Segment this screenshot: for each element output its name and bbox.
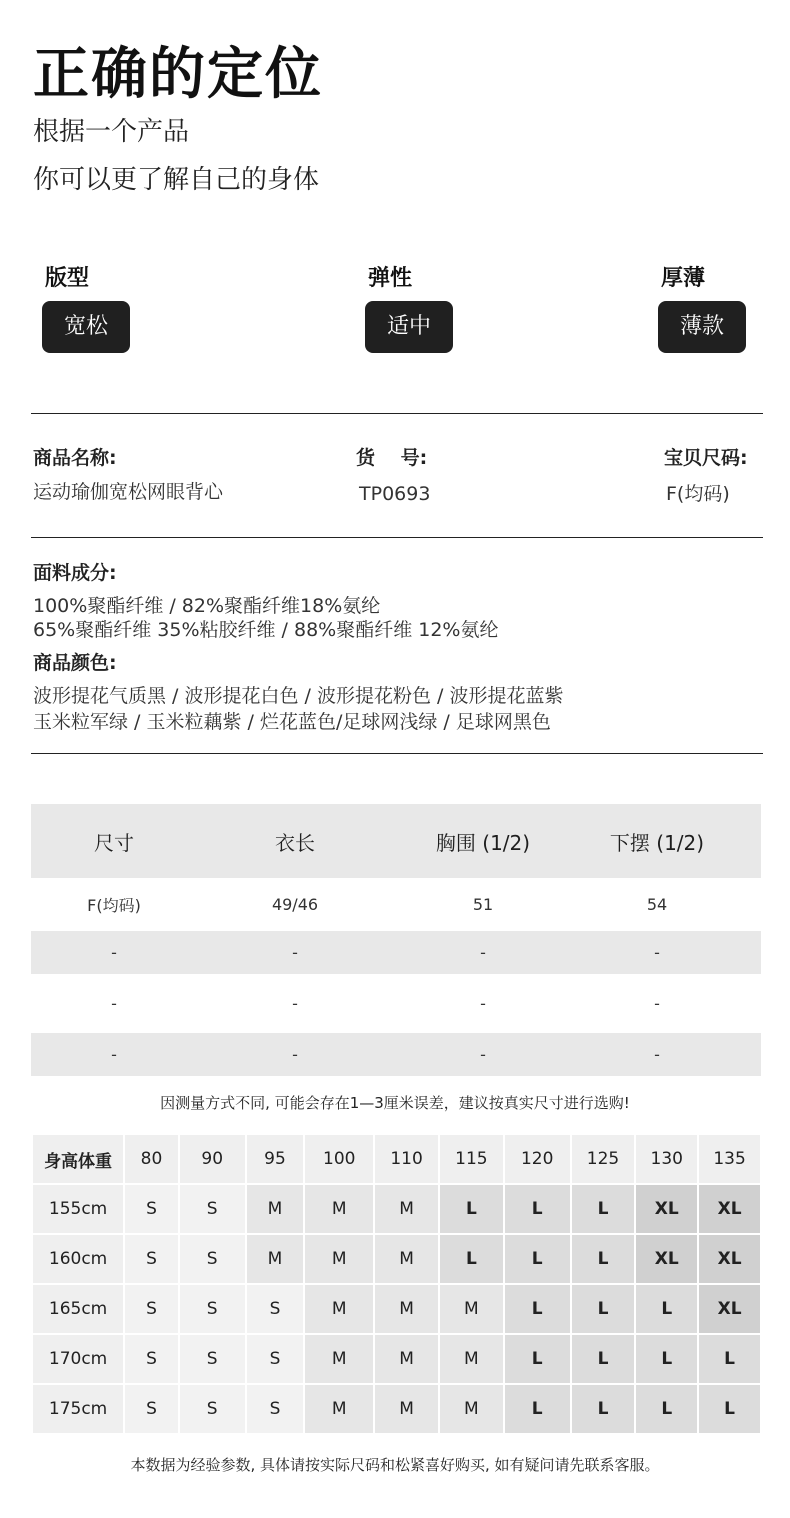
header-hem: 下摆 (1/2): [609, 830, 705, 855]
table-cell: -: [111, 1045, 117, 1064]
table-cell: -: [292, 994, 298, 1013]
size-cell: M: [305, 1285, 373, 1333]
table-cell: -: [654, 943, 660, 962]
height-label: 165cm: [33, 1285, 123, 1333]
size-cell: S: [125, 1285, 178, 1333]
size-cell: L: [505, 1335, 570, 1383]
size-cell: M: [305, 1235, 373, 1283]
product-name-value: 运动瑜伽宽松网眼背心: [33, 481, 224, 503]
size-cell: L: [636, 1335, 697, 1383]
corner-label: 身高体重: [33, 1135, 123, 1183]
size-cell: M: [375, 1385, 438, 1433]
table-cell: -: [111, 943, 117, 962]
divider: [31, 413, 763, 414]
colors-label: 商品颜色:: [33, 652, 117, 674]
weight-header: 125: [572, 1135, 635, 1183]
size-cell: XL: [699, 1285, 760, 1333]
table-cell: -: [480, 994, 486, 1013]
measurement-note: 因测量方式不同, 可能会存在1—3厘米误差，建议按真实尺寸进行选购!: [160, 1094, 630, 1112]
weight-header: 130: [636, 1135, 697, 1183]
size-cell: S: [180, 1385, 245, 1433]
table-cell: -: [292, 1045, 298, 1064]
table-cell: -: [654, 1045, 660, 1064]
header-length: 衣长: [275, 830, 315, 855]
size-cell: S: [180, 1335, 245, 1383]
size-cell: L: [505, 1235, 570, 1283]
size-cell: L: [572, 1335, 635, 1383]
elasticity-label: 弹性: [368, 266, 413, 291]
page-title: 正确的定位: [33, 42, 323, 107]
table-row: [31, 974, 761, 1033]
size-cell: M: [375, 1185, 438, 1233]
table-cell: -: [480, 943, 486, 962]
colors-line-1: 波形提花气质黑 / 波形提花白色 / 波形提花粉色 / 波形提花蓝紫: [33, 685, 564, 707]
size-cell: XL: [636, 1185, 697, 1233]
table-row: [31, 878, 761, 931]
thickness-label: 厚薄: [661, 266, 706, 291]
table-cell: 51: [472, 895, 494, 914]
size-cell: L: [505, 1385, 570, 1433]
size-cell: L: [572, 1285, 635, 1333]
table-row: [33, 1335, 760, 1383]
product-name-label: 商品名称:: [33, 447, 117, 469]
size-cell: M: [247, 1235, 304, 1283]
weight-header: 90: [180, 1135, 245, 1183]
size-cell: S: [180, 1185, 245, 1233]
size-cell: S: [180, 1235, 245, 1283]
size-cell: L: [440, 1185, 503, 1233]
elasticity-badge: 适中: [365, 301, 453, 353]
fabric-line-1: 100%聚酯纤维 / 82%聚酯纤维18%氨纶: [33, 595, 381, 617]
thickness-badge: 薄款: [658, 301, 746, 353]
sku-label: 货 号:: [356, 447, 428, 469]
size-cell: L: [505, 1185, 570, 1233]
size-cell: L: [636, 1385, 697, 1433]
subtitle-line-2: 你可以更了解自己的身体: [33, 165, 320, 195]
size-cell: S: [247, 1335, 304, 1383]
table-cell: F(均码): [87, 896, 141, 915]
size-cell: L: [572, 1185, 635, 1233]
size-cell: M: [305, 1385, 373, 1433]
size-cell: L: [572, 1235, 635, 1283]
header-size: 尺寸: [94, 830, 134, 855]
size-cell: L: [505, 1285, 570, 1333]
size-table: [31, 804, 761, 1076]
size-cell: S: [125, 1235, 178, 1283]
height-label: 155cm: [33, 1185, 123, 1233]
weight-header: 135: [699, 1135, 760, 1183]
table-row: [31, 1033, 761, 1076]
disclaimer-note: 本数据为经验参数, 具体请按实际尺码和松紧喜好购买, 如有疑问请先联系客服。: [130, 1456, 660, 1474]
size-cell: S: [125, 1385, 178, 1433]
weight-header: 100: [305, 1135, 373, 1183]
weight-header: 110: [375, 1135, 438, 1183]
sku-value: TP0693: [359, 483, 431, 505]
table-cell: -: [480, 1045, 486, 1064]
table-row: [33, 1385, 760, 1433]
size-cell: L: [699, 1335, 760, 1383]
size-label: 宝贝尺码:: [664, 447, 748, 469]
size-cell: M: [440, 1335, 503, 1383]
size-cell: M: [440, 1285, 503, 1333]
colors-line-2: 玉米粒军绿 / 玉米粒藕紫 / 烂花蓝色/足球网浅绿 / 足球网黑色: [33, 711, 551, 733]
weight-header: 120: [505, 1135, 570, 1183]
weight-header: 95: [247, 1135, 304, 1183]
table-row: [31, 931, 761, 974]
fit-grid-header: [33, 1135, 760, 1183]
size-cell: S: [247, 1285, 304, 1333]
table-cell: 54: [646, 895, 668, 914]
weight-header: 115: [440, 1135, 503, 1183]
fit-grid: [31, 1133, 762, 1435]
divider: [31, 537, 763, 538]
table-row: [33, 1285, 760, 1333]
size-cell: S: [247, 1385, 304, 1433]
size-cell: S: [125, 1335, 178, 1383]
size-cell: M: [440, 1385, 503, 1433]
weight-header: 80: [125, 1135, 178, 1183]
size-cell: M: [305, 1335, 373, 1383]
size-cell: M: [375, 1235, 438, 1283]
table-cell: -: [292, 943, 298, 962]
divider: [31, 753, 763, 754]
fit-badge: 宽松: [42, 301, 130, 353]
size-cell: M: [247, 1185, 304, 1233]
table-cell: -: [654, 994, 660, 1013]
header-chest: 胸围 (1/2): [435, 830, 531, 855]
size-cell: XL: [636, 1235, 697, 1283]
size-cell: M: [305, 1185, 373, 1233]
table-cell: -: [111, 994, 117, 1013]
fabric-line-2: 65%聚酯纤维 35%粘胶纤维 / 88%聚酯纤维 12%氨纶: [33, 619, 499, 641]
height-label: 170cm: [33, 1335, 123, 1383]
table-row: [33, 1235, 760, 1283]
table-row: [33, 1185, 760, 1233]
subtitle-line-1: 根据一个产品: [33, 117, 190, 147]
size-cell: XL: [699, 1185, 760, 1233]
table-cell: 49/46: [271, 895, 319, 914]
size-cell: L: [572, 1385, 635, 1433]
height-label: 175cm: [33, 1385, 123, 1433]
size-cell: XL: [699, 1235, 760, 1283]
fabric-label: 面料成分:: [33, 562, 117, 584]
size-cell: L: [440, 1235, 503, 1283]
size-table-header: [31, 804, 761, 878]
size-cell: S: [180, 1285, 245, 1333]
size-cell: L: [636, 1285, 697, 1333]
size-cell: M: [375, 1285, 438, 1333]
size-value: F(均码): [666, 483, 730, 505]
fit-label: 版型: [45, 266, 90, 291]
height-label: 160cm: [33, 1235, 123, 1283]
size-cell: M: [375, 1335, 438, 1383]
size-cell: L: [699, 1385, 760, 1433]
size-cell: S: [125, 1185, 178, 1233]
